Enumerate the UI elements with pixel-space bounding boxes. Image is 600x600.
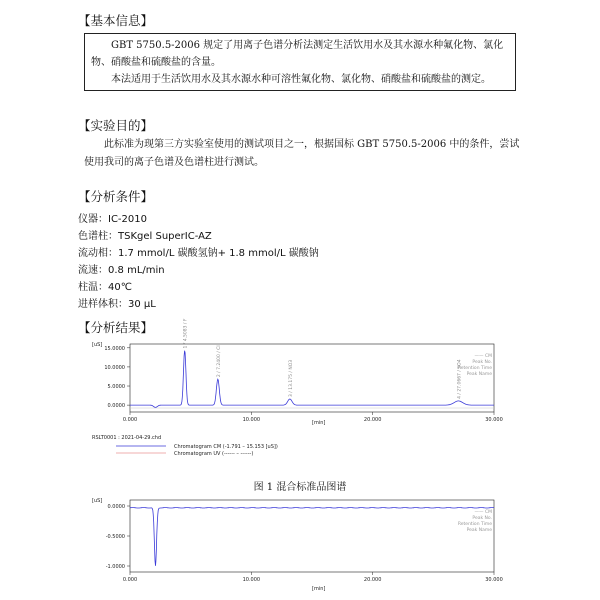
chart1-unit: [uS] (92, 342, 103, 348)
chart1-legend-right-item: Retention Time (457, 366, 492, 371)
chart1-peak-label: 4 / 27.0667 / SO4 (457, 359, 463, 399)
chart2-legend-right-item: Peak No. (472, 516, 492, 521)
chart1-peak-label: 2 / 7.2400 / Cl (216, 345, 222, 378)
figure1-caption: 图 1 混合标准品图谱 (253, 482, 347, 493)
basic-info-heading: 【基本信息】 (78, 13, 154, 28)
condition-column: 色谱柱：TSKgel SuperIC-AZ (78, 231, 212, 242)
chart1-ytick-label: 5.0000 (107, 384, 125, 391)
chart1-peak-label: 1 / 4.5083 / F (183, 318, 189, 349)
condition-instrument: 仪器：IC-2010 (78, 214, 147, 225)
chart2-cm-trace (130, 508, 494, 566)
chart1-legend-right-item: Peak Name (466, 372, 492, 377)
condition-flow-rate: 流速：0.8 mL/min (78, 265, 165, 276)
chart2-legend-right-item: Peak Name (466, 528, 492, 533)
chart2-xtick-label: 10.000 (242, 577, 261, 583)
chart1-peak-label: 3 / 13.175 / NO3 (288, 359, 294, 398)
chart2-frame (130, 500, 494, 572)
condition-injection-volume: 进样体积：30 µL (78, 299, 156, 310)
chart1-xtick-label: 0.000 (122, 417, 138, 423)
chart1-xtick-label: 30.000 (485, 417, 503, 423)
chart2-xlabel: [min] (312, 586, 326, 592)
chart1-legend-uv: Chromatogram UV (------ – ------) (174, 451, 254, 457)
chart1-xtick-label: 20.000 (363, 417, 382, 423)
basic-info-para1: GBT 5750.5-2006 规定了用离子色谱分析法测定生活饮用水及其水源水种氟化物、氯化物、硝酸盐和硫酸盐的含量。 (91, 40, 504, 68)
chart1-xtick-label: 10.000 (242, 417, 261, 423)
purpose-heading: 【实验目的】 (78, 118, 154, 133)
basic-info-box (84, 33, 516, 91)
chart2-legend-right-item: —— CM (474, 510, 492, 515)
chart2-ytick-label: -0.5000 (105, 534, 125, 540)
chart2-ytick-label: 0.0000 (107, 504, 125, 510)
chart2-xtick-label: 30.000 (485, 577, 503, 583)
chart1-ytick-label: 15.0000 (104, 345, 125, 352)
chart1-ytick-label: 0.0000 (107, 403, 125, 410)
chart2-unit: [uS] (92, 498, 103, 504)
purpose-text: 此标准为现第三方实验室使用的测试项目之一，根据国标 GBT 5750.5-2006 中的条件，尝试使用我司的离子色谱及色谱柱进行测试。 (84, 139, 520, 168)
chart1-legend-right-item: Peak No. (472, 360, 492, 365)
chart1-ytick-label: 10.0000 (104, 364, 125, 371)
condition-temperature: 柱温：40℃ (78, 282, 132, 293)
chart1-legend-right-item: —— CM (474, 354, 492, 359)
conditions-heading: 【分析条件】 (78, 189, 154, 204)
chart1-file: RSLT0001 : 2021-04-29.chd (92, 435, 162, 441)
chart2-xtick-label: 0.000 (122, 577, 138, 583)
results-heading: 【分析结果】 (78, 320, 154, 335)
blank-chromatogram (88, 494, 508, 596)
basic-info-para2: 本法适用于生活饮用水及其水源水种可溶性氟化物、氯化物、硝酸盐和硫酸盐的测定。 (111, 74, 491, 85)
chart1-xlabel: [min] (312, 420, 326, 426)
chart2-xtick-label: 20.000 (363, 577, 382, 583)
condition-mobile-phase: 流动相：1.7 mmol/L 碳酸氢钠+ 1.8 mmol/L 碳酸钠 (78, 248, 319, 259)
chart2-legend-right-item: Retention Time (457, 522, 492, 527)
chart1-cm-trace (130, 351, 494, 408)
chart2-ytick-label: -1.0000 (105, 564, 125, 570)
chart1-legend-cm: Chromatogram CM (-1.791 – 15.153 [uS]) (174, 444, 278, 450)
